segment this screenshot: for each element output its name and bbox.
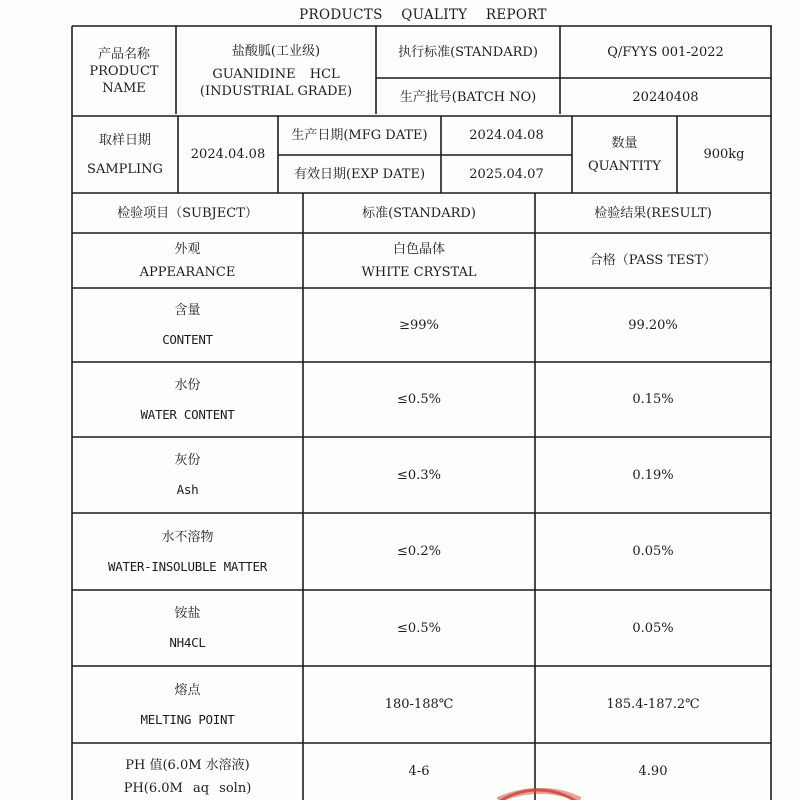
subject-en: WATER CONTENT: [140, 406, 235, 422]
subject-en: NH4CL: [169, 635, 206, 650]
subject-cn: 外观: [174, 241, 201, 257]
product-label-en2: NAME: [102, 80, 146, 96]
subject-en: MELTING POINT: [140, 711, 235, 727]
exp-value: 2025.04.07: [469, 166, 544, 182]
standard-value: ≤0.5%: [397, 392, 441, 407]
mfg-label: 生产日期(MFG DATE): [291, 128, 428, 143]
result-value: 99.20%: [628, 317, 678, 333]
quantity-label-cn: 数量: [611, 135, 638, 151]
subject-en: PH(6.0M aq soln): [123, 781, 252, 796]
subject-cn: 熔点: [174, 682, 201, 698]
standard-value: 4-6: [408, 764, 430, 779]
report-title: PRODUCTS QUALITY REPORT: [299, 7, 547, 23]
subject-cn: 铵盐: [174, 606, 201, 621]
result-value: 185.4-187.2℃: [606, 697, 700, 712]
standard-cn: 白色晶体: [392, 241, 445, 257]
column-header-standard-label: 标准(STANDARD): [362, 205, 476, 221]
subject-cn: 水不溶物: [161, 529, 214, 545]
subject-en: APPEARANCE: [139, 264, 236, 280]
result-value: 0.05%: [632, 544, 674, 559]
result-value: 4.90: [638, 764, 668, 779]
subject-en: CONTENT: [162, 332, 213, 347]
result-value: 0.05%: [632, 620, 674, 636]
subject-cn: 灰份: [174, 453, 201, 468]
sampling-label-en: SAMPLING: [87, 161, 163, 177]
standard-en: WHITE CRYSTAL: [361, 264, 477, 280]
batch-label: 生产批号(BATCH NO): [399, 89, 537, 105]
standard-label: 执行标准(STANDARD): [398, 44, 538, 60]
product-name-en: GUANIDINE HCL: [212, 66, 340, 82]
standard-value: ≥99%: [399, 317, 439, 333]
standard-value: ≤0.3%: [397, 467, 441, 483]
batch-value: 20240408: [632, 89, 699, 105]
sampling-label-cn: 取样日期: [98, 132, 151, 148]
subject-en: Ash: [176, 482, 199, 497]
result-value: 合格（PASS TEST）: [589, 253, 717, 268]
subject-cn: PH 值(6.0M 水溶液): [125, 758, 250, 773]
quantity-value: 900kg: [703, 147, 745, 162]
product-label-en: PRODUCT: [89, 63, 159, 79]
column-header-result-label: 检验结果(RESULT): [594, 205, 712, 221]
subject-en: WATER-INSOLUBLE MATTER: [108, 558, 267, 574]
result-value: 0.19%: [632, 467, 674, 483]
quantity-label-en: QUANTITY: [587, 158, 662, 174]
standard-value: ≤0.5%: [397, 620, 441, 636]
product-name-cn: 盐酸胍(工业级): [231, 43, 321, 59]
product-grade-en: (INDUSTRIAL GRADE): [199, 83, 353, 99]
result-value: 0.15%: [632, 392, 674, 407]
sampling-value: 2024.04.08: [190, 147, 266, 162]
column-header-subject-label: 检验项目（SUBJECT）: [117, 205, 258, 221]
mfg-value: 2024.04.08: [469, 128, 544, 143]
product-label-cn: 产品名称: [97, 46, 150, 62]
subject-cn: 含量: [174, 303, 201, 318]
standard-value: Q/FYYS 001-2022: [607, 44, 724, 60]
standard-value: 180-188℃: [384, 697, 454, 712]
exp-label: 有效日期(EXP DATE): [293, 166, 426, 182]
standard-value: ≤0.2%: [397, 544, 441, 559]
subject-cn: 水份: [174, 377, 201, 393]
